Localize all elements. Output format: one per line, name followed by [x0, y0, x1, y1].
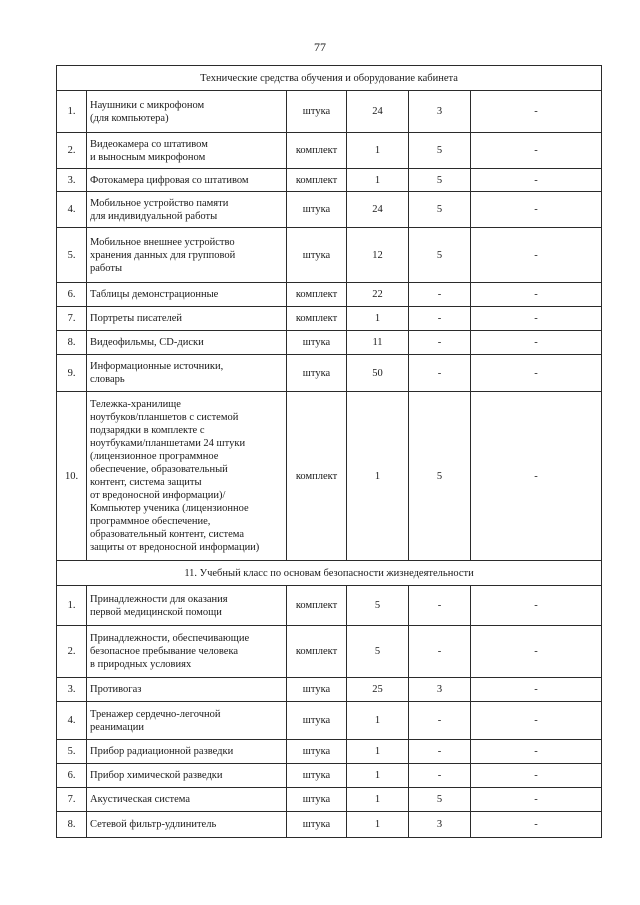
- cell-name: Портреты писателей: [87, 307, 287, 331]
- cell-num: 8.: [57, 812, 87, 838]
- cell-unit: штука: [287, 740, 347, 764]
- cell-col6: -: [471, 331, 602, 355]
- cell-col6: -: [471, 133, 602, 169]
- cell-name: Мобильное внешнее устройство хранения данных для групповой работы: [87, 228, 287, 283]
- table-row: [57, 169, 602, 192]
- cell-col5: -: [409, 764, 471, 788]
- cell-qty: 1: [347, 133, 409, 169]
- cell-num: 3.: [57, 678, 87, 702]
- cell-qty: 25: [347, 678, 409, 702]
- cell-qty: 1: [347, 764, 409, 788]
- table-row: [57, 586, 602, 626]
- cell-num: 7.: [57, 788, 87, 812]
- cell-name: Противогаз: [87, 678, 287, 702]
- cell-qty: 24: [347, 91, 409, 133]
- cell-name: Прибор химической разведки: [87, 764, 287, 788]
- table-row: [57, 392, 602, 561]
- cell-name: Сетевой фильтр-удлинитель: [87, 812, 287, 838]
- cell-col6: -: [471, 764, 602, 788]
- cell-name: Фотокамера цифровая со штативом: [87, 169, 287, 192]
- cell-col5: -: [409, 586, 471, 626]
- cell-num: 10.: [57, 392, 87, 561]
- cell-qty: 11: [347, 331, 409, 355]
- cell-unit: штука: [287, 678, 347, 702]
- table-row: [57, 678, 602, 702]
- cell-col5: 3: [409, 91, 471, 133]
- cell-col6: -: [471, 678, 602, 702]
- cell-num: 8.: [57, 331, 87, 355]
- cell-qty: 50: [347, 355, 409, 392]
- cell-qty: 24: [347, 192, 409, 228]
- cell-unit: штука: [287, 192, 347, 228]
- cell-qty: 12: [347, 228, 409, 283]
- cell-unit: комплект: [287, 283, 347, 307]
- cell-name: Принадлежности для оказания первой медицинской помощи: [87, 586, 287, 626]
- table-row: [57, 788, 602, 812]
- cell-num: 3.: [57, 169, 87, 192]
- cell-unit: комплект: [287, 133, 347, 169]
- table-row: [57, 764, 602, 788]
- table-row: [57, 702, 602, 740]
- cell-col5: -: [409, 740, 471, 764]
- cell-col5: 3: [409, 678, 471, 702]
- cell-unit: комплект: [287, 307, 347, 331]
- cell-num: 2.: [57, 626, 87, 678]
- cell-col6: -: [471, 91, 602, 133]
- cell-col5: -: [409, 702, 471, 740]
- cell-qty: 1: [347, 812, 409, 838]
- cell-num: 5.: [57, 740, 87, 764]
- cell-num: 2.: [57, 133, 87, 169]
- cell-col5: -: [409, 355, 471, 392]
- cell-name: Наушники с микрофоном (для компьютера): [87, 91, 287, 133]
- table-row: [57, 355, 602, 392]
- table-row: [57, 740, 602, 764]
- cell-name: Таблицы демонстрационные: [87, 283, 287, 307]
- cell-col5: 5: [409, 169, 471, 192]
- cell-col6: -: [471, 355, 602, 392]
- cell-unit: штука: [287, 355, 347, 392]
- table-row: [57, 91, 602, 133]
- cell-col5: -: [409, 331, 471, 355]
- cell-col6: -: [471, 228, 602, 283]
- cell-unit: штука: [287, 812, 347, 838]
- cell-num: 6.: [57, 283, 87, 307]
- cell-col6: -: [471, 812, 602, 838]
- cell-num: 1.: [57, 91, 87, 133]
- cell-unit: штука: [287, 702, 347, 740]
- cell-col5: -: [409, 283, 471, 307]
- cell-qty: 1: [347, 788, 409, 812]
- cell-unit: штука: [287, 91, 347, 133]
- cell-num: 6.: [57, 764, 87, 788]
- cell-num: 4.: [57, 702, 87, 740]
- cell-col5: 5: [409, 133, 471, 169]
- table-row: [57, 331, 602, 355]
- cell-col6: -: [471, 586, 602, 626]
- cell-col6: -: [471, 307, 602, 331]
- cell-name: Принадлежности, обеспечивающие безопасное пребывание человека в природных условиях: [87, 626, 287, 678]
- table-row: [57, 283, 602, 307]
- cell-num: 4.: [57, 192, 87, 228]
- cell-col5: 5: [409, 788, 471, 812]
- cell-num: 5.: [57, 228, 87, 283]
- cell-qty: 1: [347, 169, 409, 192]
- cell-name: Видеокамера со штативом и выносным микрофоном: [87, 133, 287, 169]
- table-row: [57, 307, 602, 331]
- cell-unit: штука: [287, 764, 347, 788]
- cell-qty: 5: [347, 626, 409, 678]
- cell-unit: комплект: [287, 626, 347, 678]
- equipment-table: [56, 65, 602, 838]
- cell-name: Мобильное устройство памяти для индивидуальной работы: [87, 192, 287, 228]
- table-row: [57, 812, 602, 838]
- table-row: [57, 192, 602, 228]
- cell-col6: -: [471, 702, 602, 740]
- cell-col6: -: [471, 283, 602, 307]
- cell-unit: штука: [287, 228, 347, 283]
- cell-qty: 1: [347, 392, 409, 561]
- cell-unit: комплект: [287, 586, 347, 626]
- table-row: [57, 228, 602, 283]
- cell-qty: 1: [347, 307, 409, 331]
- cell-unit: комплект: [287, 169, 347, 192]
- cell-qty: 5: [347, 586, 409, 626]
- cell-col5: -: [409, 626, 471, 678]
- section-header-row: [57, 66, 602, 91]
- cell-col5: 5: [409, 228, 471, 283]
- cell-col6: -: [471, 169, 602, 192]
- cell-unit: комплект: [287, 392, 347, 561]
- cell-num: 1.: [57, 586, 87, 626]
- cell-col6: -: [471, 788, 602, 812]
- equipment-table-body: [57, 66, 602, 838]
- section-title: Технические средства обучения и оборудование кабинета: [57, 66, 602, 91]
- cell-col5: -: [409, 307, 471, 331]
- cell-qty: 1: [347, 702, 409, 740]
- cell-col6: -: [471, 740, 602, 764]
- cell-name: Тележка-хранилище ноутбуков/планшетов с системой подзарядки в комплекте с ноутбуками/планшетами 24 штуки (лицензионное программное обеспечение, образовательный контент, система защиты от вредоносной информации)/ Компьютер ученика (лицензионное программное обеспечение, образовательный контент, система защиты от вредоносной информации): [87, 392, 287, 561]
- cell-qty: 1: [347, 740, 409, 764]
- cell-qty: 22: [347, 283, 409, 307]
- cell-col5: 3: [409, 812, 471, 838]
- cell-col5: 5: [409, 392, 471, 561]
- cell-name: Видеофильмы, CD-диски: [87, 331, 287, 355]
- cell-col6: -: [471, 626, 602, 678]
- cell-name: Информационные источники, словарь: [87, 355, 287, 392]
- cell-col5: 5: [409, 192, 471, 228]
- cell-name: Тренажер сердечно-легочной реанимации: [87, 702, 287, 740]
- cell-col6: -: [471, 192, 602, 228]
- table-row: [57, 626, 602, 678]
- cell-name: Прибор радиационной разведки: [87, 740, 287, 764]
- cell-unit: штука: [287, 788, 347, 812]
- section-title: 11. Учебный класс по основам безопасности жизнедеятельности: [57, 561, 602, 586]
- cell-num: 7.: [57, 307, 87, 331]
- cell-col6: -: [471, 392, 602, 561]
- cell-unit: штука: [287, 331, 347, 355]
- page-number: 77: [314, 40, 326, 54]
- section-header-row: [57, 561, 602, 586]
- cell-num: 9.: [57, 355, 87, 392]
- table-row: [57, 133, 602, 169]
- cell-name: Акустическая система: [87, 788, 287, 812]
